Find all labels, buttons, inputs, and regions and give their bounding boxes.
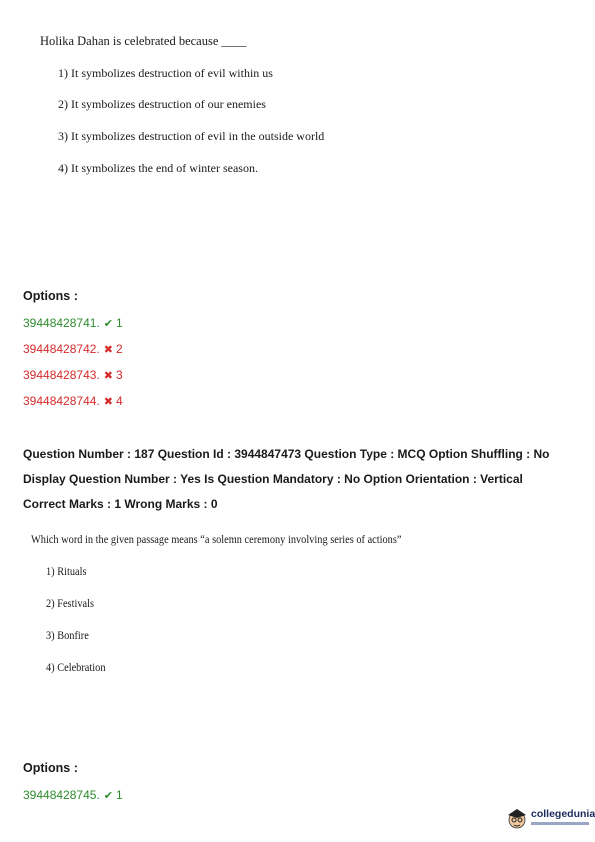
logo-tagline-bar [531, 822, 589, 825]
option-id: 39448428745. [23, 788, 100, 802]
question-2-option-2: 2) Festivals [46, 598, 95, 610]
option-row [23, 368, 123, 382]
option-row [23, 394, 123, 408]
option-number: 1 [115, 788, 123, 802]
option-row [23, 342, 123, 356]
cross-icon: ✖ [103, 344, 113, 356]
question-1-option-1: 1) It symbolizes destruction of evil within us [58, 66, 273, 80]
mascot-icon [505, 806, 529, 832]
options-heading: Options : [23, 289, 78, 303]
question-meta-line-2: Display Question Number : Yes Is Question Mandatory : No Option Orientation : Vertical [23, 472, 523, 486]
option-id: 39448428743. [23, 368, 100, 382]
option-row [23, 316, 123, 330]
check-icon: ✔ [103, 790, 113, 802]
option-number: 3 [115, 368, 123, 382]
collegedunia-logo [505, 806, 595, 832]
question-2-option-4: 4) Celebration [46, 662, 106, 674]
option-id: 39448428744. [23, 394, 100, 408]
question-1-option-2: 2) It symbolizes destruction of our enemies [58, 97, 266, 111]
logo-text: collegedunia [531, 808, 595, 820]
question-2-option-1: 1) Rituals [46, 566, 87, 578]
check-icon: ✔ [103, 318, 113, 330]
option-number: 2 [115, 342, 123, 356]
option-row [23, 788, 123, 802]
cross-icon: ✖ [103, 370, 113, 382]
question-2-stem: Which word in the given passage means “a solemn ceremony involving series of actions” [31, 534, 402, 546]
option-id: 39448428741. [23, 316, 100, 330]
option-number: 1 [115, 316, 123, 330]
question-meta-line-3: Correct Marks : 1 Wrong Marks : 0 [23, 497, 218, 511]
question-1-option-4: 4) It symbolizes the end of winter season. [58, 161, 258, 175]
question-meta-line-1: Question Number : 187 Question Id : 3944847473 Question Type : MCQ Option Shuffling : No [23, 447, 550, 461]
options-heading: Options : [23, 761, 78, 775]
option-number: 4 [115, 394, 123, 408]
question-1-option-3: 3) It symbolizes destruction of evil in the outside world [58, 129, 325, 143]
question-2-option-3: 3) Bonfire [46, 630, 89, 642]
option-id: 39448428742. [23, 342, 100, 356]
cross-icon: ✖ [103, 396, 113, 408]
question-1-stem: Holika Dahan is celebrated because ____ [40, 34, 247, 48]
